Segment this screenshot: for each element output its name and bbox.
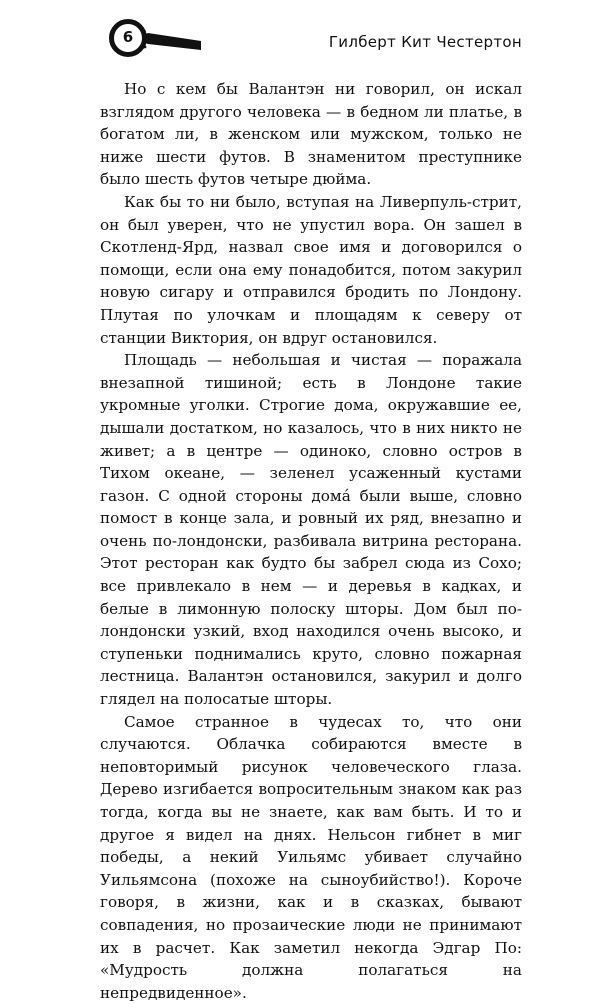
paragraph: Как бы то ни было, вступая на Ливерпуль-стрит, он был уверен, что не упустил вора. Он зашел в Скотленд-Ярд, назвал свое имя и договорился о помощи, если она ему понадобится, потом закурил новую сигару и отправился бродить по Лондону. Плутая по улочкам и площадям к северу от станции Виктория, он вдруг остановился. bbox=[100, 192, 522, 347]
paragraph: Но с кем бы Валантэн ни говорил, он искал взглядом другого человека — в бедном ли платье, в богатом ли, в женском или мужском, только не ниже шести футов. В знаменитом преступнике было шесть футов четыре дюйма. bbox=[100, 80, 522, 189]
page-header bbox=[0, 0, 600, 70]
paragraph: Самое странное в чудесах то, что они случаются. Облачка собираются вместе в неповторимый рисунок человеческого глаза. Дерево изгибается вопросительным знаком как раз тогда, когда вы не знаете, как вам быть. И то и другое я видел на днях. Нельсон гибнет в миг победы, а некий Уильямс убивает случайно Уильямсона (похоже на сыноубийство!). Короче говоря, в жизни, как и в сказках, бывают совпадения, но прозаические люди не принимают их в расчет. Как заметил некогда Эдгар По: «Мудрость должна полагаться на непредвиденное». bbox=[100, 712, 522, 1002]
paragraph: Площадь — небольшая и чистая — поражала внезапной тишиной; есть в Лондоне такие укромные уголки. Строгие дома, окружавшие ее, дышали достатком, но казалось, что в них никто не живет; а в центре — одиноко, словно остров в Тихом океане, — зеленел усаженный кустами газон. С одной стороны домá были выше, словно помост в конце зала, и ровный их ряд, внезапно и очень по-лондонски, разбивала витрина ресторана. Этот ресторан как будто бы забрел сюда из Сохо; все привлекало в нем — и деревья в кадках, и белые в лимонную полоску шторы. Дом был по-лондонски узкий, вход находился очень высоко, и ступеньки поднимались круто, словно пожарная лестница. Валантэн остановился, закурил и долго глядел на полосатые шторы. bbox=[100, 351, 522, 709]
body-text bbox=[100, 78, 522, 1004]
page-number: 6 bbox=[122, 28, 134, 46]
running-head-author: Гилберт Кит Честертон bbox=[328, 33, 522, 51]
